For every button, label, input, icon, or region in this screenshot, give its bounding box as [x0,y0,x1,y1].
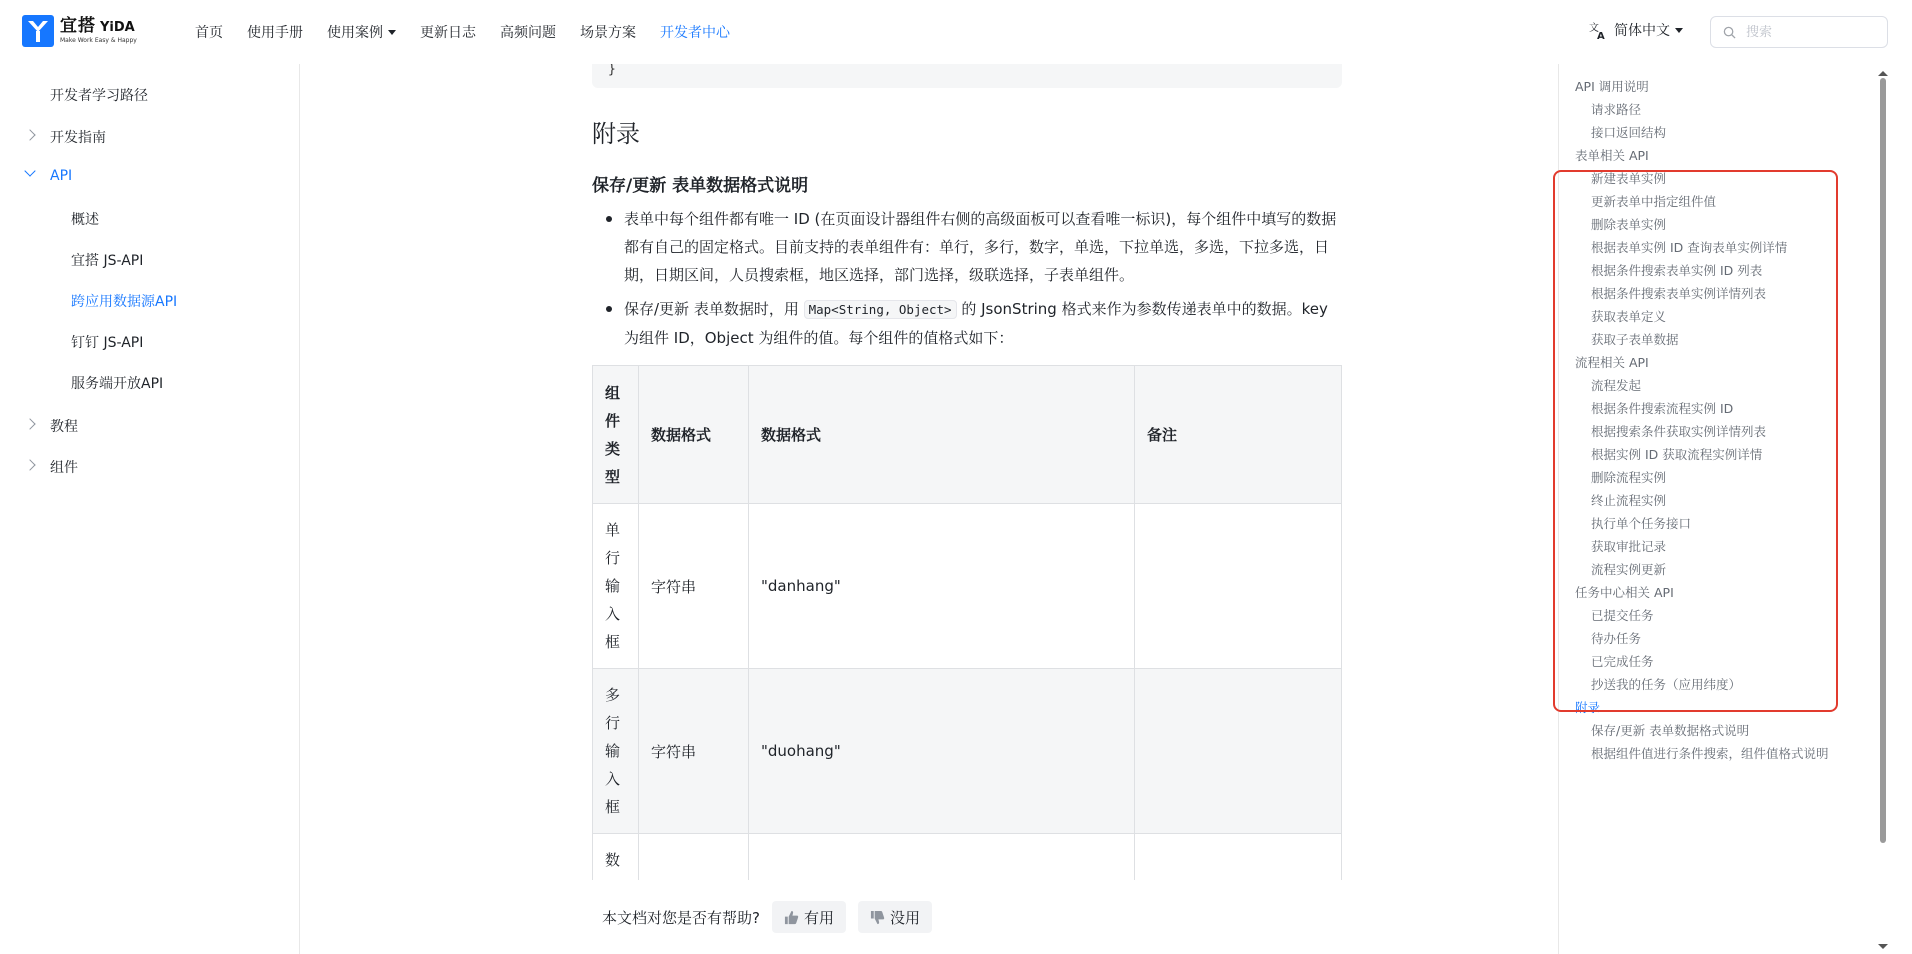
list-item [592,295,1342,352]
table-cell [639,669,749,834]
bullet-list [592,205,1342,358]
search-icon [1723,26,1736,39]
feedback-bar [592,880,1342,954]
toc-item[interactable]: 抄送我的任务（应用纬度） [1591,677,1742,692]
cell-text: 字符串 [651,577,697,596]
sidebar-item-overview[interactable] [71,209,99,229]
table-header-cell [593,366,639,504]
cell-text: 字符串 [651,742,697,761]
toc-item[interactable]: 终止流程实例 [1591,493,1667,508]
toc-item[interactable]: 根据表单实例 ID 查询表单实例详情 [1591,240,1788,255]
table-cell [1135,834,1342,881]
table-of-contents [1558,64,1888,954]
page-heading: 附录 [592,120,640,148]
feedback-question: 本文档对您是否有帮助? [602,908,760,927]
table-cell [593,834,639,881]
logo-title: 宜搭 [60,16,96,36]
sidebar-item-label: 教程 [50,419,78,435]
toc-item[interactable]: 根据条件搜索表单实例详情列表 [1591,286,1767,301]
thumbs-up-icon [784,910,799,925]
header-label: 数据格式 [761,426,822,444]
sidebar-item-label: 宜搭 JS-API [71,253,144,269]
chevron-right-icon[interactable] [24,129,35,140]
left-sidebar [0,64,300,954]
toc-item[interactable]: 执行单个任务接口 [1591,516,1692,531]
format-table [592,365,1342,880]
toc-item-active[interactable]: 附录 [1575,700,1601,715]
scrollbar-thumb[interactable] [1880,78,1886,843]
logo-title-en: YiDA [100,20,135,35]
bullet-text: 的 JsonString 格式来作为参数传递表单中的数据。key 为组件 ID，Object 为组件的值。每个组件的值格式如下： [624,300,1328,347]
useless-label: 没用 [889,908,920,927]
sidebar-item-server-open-api[interactable] [71,373,163,393]
header-label: 组件类型 [605,383,621,486]
table-cell [749,504,1135,669]
list-item [592,205,1342,289]
translate-icon [1588,20,1608,40]
toc-item[interactable]: 任务中心相关 API [1575,585,1674,600]
toc-item[interactable]: 删除表单实例 [1591,217,1667,232]
table-cell [639,504,749,669]
nav-home-label: 首页 [195,25,223,41]
code-block [592,64,1342,88]
cell-text: "duohang" [761,742,841,760]
scroll-up-arrow-icon[interactable] [1878,71,1888,76]
svg-text:A: A [1597,31,1605,40]
nav-developer-center[interactable] [660,22,730,42]
sidebar-item-tutorial[interactable] [50,416,78,436]
useful-button[interactable] [772,901,846,933]
sidebar-item-api[interactable] [50,168,72,184]
toc-item[interactable]: 请求路径 [1591,102,1642,117]
toc-item[interactable]: 获取表单定义 [1591,309,1667,324]
toc-item[interactable]: 新建表单实例 [1591,171,1667,186]
table-header-cell [749,366,1135,504]
toc-item[interactable]: 保存/更新 表单数据格式说明 [1591,723,1750,738]
nav-developer-center-label: 开发者中心 [660,25,730,41]
search-box[interactable] [1710,16,1888,48]
nav-solutions[interactable] [580,22,636,42]
table-cell [749,834,1135,881]
table-row [593,669,1342,834]
table-row [593,834,1342,881]
nav-faq[interactable] [500,22,556,42]
cell-text: 多行输入框 [605,686,621,816]
toc-item[interactable]: 待办任务 [1591,631,1642,646]
toc-item[interactable]: 根据组件值进行条件搜索，组件值格式说明 [1591,746,1829,761]
sidebar-item-learning-path[interactable] [50,85,148,105]
table-cell [593,669,639,834]
svg-text:文: 文 [1589,23,1599,34]
nav-changelog-label: 更新日志 [420,25,476,41]
top-header [0,0,1912,64]
sidebar-item-label: 开发指南 [50,130,106,146]
search-input[interactable] [1746,25,1876,40]
table-row [593,504,1342,669]
table-cell [593,504,639,669]
chevron-down-icon [1675,28,1683,33]
bullet-text: 表单中每个组件都有唯一 ID (在页面设计器组件右侧的高级面板可以查看唯一标识)，每个组件中填写的数据都有自己的固定格式。目前支持的表单组件有：单行，多行，数字，单选，下拉单选，多选，下拉多选，日期，日期区间，人员搜索框，地区选择，部门选择，级联选择，子表单组件。 [624,210,1337,284]
toc-item[interactable]: 根据条件搜索表单实例 ID 列表 [1591,263,1763,278]
cell-text: "danhang" [761,577,841,595]
toc-item[interactable]: 根据实例 ID 获取流程实例详情 [1591,447,1763,462]
table-cell [1135,669,1342,834]
toc-item[interactable]: 删除流程实例 [1591,470,1667,485]
table-header-cell [639,366,749,504]
top-nav [195,0,754,64]
chevron-right-icon[interactable] [24,459,35,470]
sidebar-item-label: 钉钉 JS-API [71,335,144,351]
toc-item[interactable]: 流程发起 [1591,378,1642,393]
bullet-text: 保存/更新 表单数据时，用 [624,300,804,318]
nav-home[interactable] [195,22,223,42]
sidebar-item-label: 开发者学习路径 [50,88,148,104]
toc-item[interactable]: 获取子表单数据 [1591,332,1679,347]
language-label: 简体中文 [1614,23,1670,39]
toc-item[interactable]: 流程实例更新 [1591,562,1667,577]
table-header-cell [1135,366,1342,504]
toc-item[interactable]: 根据条件搜索流程实例 ID [1591,401,1734,416]
table-header-row [593,366,1342,504]
section-heading: 保存/更新 表单数据格式说明 [592,176,809,196]
nav-cases-label: 使用案例 [327,25,383,41]
sidebar-item-dev-guide[interactable] [50,127,106,147]
table-cell [1135,504,1342,669]
scroll-down-arrow-icon[interactable] [1878,944,1888,949]
sidebar-item-label: 跨应用数据源API [71,294,178,310]
useless-button[interactable] [858,901,932,933]
toc-item[interactable]: 流程相关 API [1575,355,1649,370]
toc-item[interactable]: 获取审批记录 [1591,539,1667,554]
table-cell [639,834,749,881]
nav-solutions-label: 场景方案 [580,25,636,41]
chevron-right-icon[interactable] [24,418,35,429]
sidebar-item-cross-app-datasource-api[interactable] [71,291,177,311]
toc-item[interactable]: 更新表单中指定组件值 [1591,194,1717,209]
chevron-down-icon [388,30,396,35]
nav-faq-label: 高频问题 [500,25,556,41]
sidebar-item-label: 概述 [71,212,99,228]
cell-text: 单行输入框 [605,521,621,651]
sidebar-item-yida-jsapi[interactable] [71,250,143,270]
thumbs-down-icon [870,910,885,925]
table-cell [749,669,1135,834]
useful-label: 有用 [803,908,834,927]
toc-item[interactable]: 接口返回结构 [1591,125,1667,140]
main-content [592,64,1342,880]
toc-item[interactable]: 已提交任务 [1591,608,1654,623]
header-label: 备注 [1147,426,1178,444]
nav-manual[interactable] [247,22,303,42]
toc-item[interactable]: 已完成任务 [1591,654,1654,669]
toc-item[interactable]: 根据搜索条件获取实例详情列表 [1591,424,1767,439]
chevron-down-icon[interactable] [24,165,35,176]
logo-slogan: Make Work Easy & Happy [60,37,137,44]
sidebar-item-dingtalk-jsapi[interactable] [71,332,143,352]
nav-manual-label: 使用手册 [247,25,303,41]
sidebar-item-components[interactable] [50,457,78,477]
cell-text: 数 [605,851,621,869]
sidebar-item-label: 服务端开放API [71,376,164,392]
code-text: } [608,64,616,77]
language-switcher[interactable] [1588,20,1683,40]
sidebar-item-label: 组件 [50,460,78,476]
yida-logo[interactable] [22,15,137,47]
sidebar-item-label: API [50,168,73,184]
nav-cases[interactable] [327,22,396,42]
inline-code: Map<String, Object> [804,300,957,319]
nav-changelog[interactable] [420,22,476,42]
toc-item[interactable]: 表单相关 API [1575,148,1649,163]
header-label: 数据格式 [651,426,712,444]
toc-item[interactable]: API 调用说明 [1575,79,1649,94]
yida-logo-icon [22,15,54,47]
